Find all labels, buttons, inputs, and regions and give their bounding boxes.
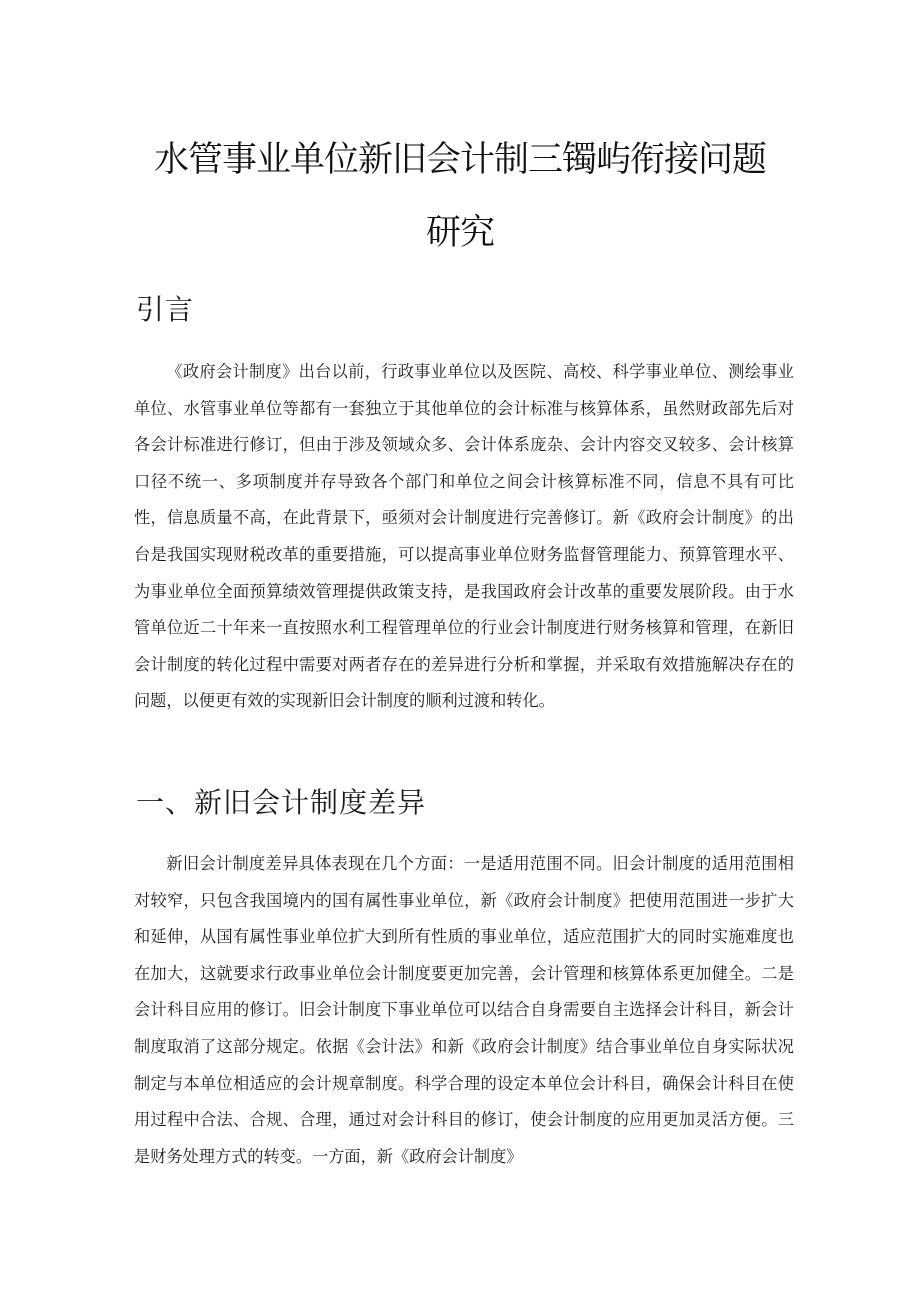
intro-heading: 引言 bbox=[136, 293, 195, 326]
document-title-line-1: 水管事业单位新旧会计制三镯屿衔接问题 bbox=[153, 140, 766, 180]
document-title-line-2: 研究 bbox=[425, 213, 494, 253]
section-1-paragraph: 新旧会计制度差异具体表现在几个方面：一是适用范围不同。旧会计制度的适用范围相对较窄，只包含我国境内的国有属性事业单位，新《政府会计制度》把使用范围进一步扩大和延伸，从国有属性事业单位扩大到所有性质的事业单位，适应范围扩大的同时实施难度也在加大，这就要求行政事业单位会计制度要更加完善，会计管理和核算体系更加健全。二是会计科目应用的修订。旧会计制度下事业单位可以结合自身需要自主选择会计科目，新会计制度取消了这部分规定。依据《会计法》和新《政府会计制度》结合事业单位自身实际状况制定与本单位相适应的会计规章制度。科学合理的设定本单位会计科目，确保会计科目在使用过程中合法、合规、合理，通过对会计科目的修订，使会计制度的应用更加灵活方便。三是财务处理方式的转变。一方面，新《政府会计制度》 bbox=[134, 854, 794, 1166]
section-1-heading: 一、新旧会计制度差异 bbox=[136, 786, 427, 819]
intro-paragraph: 《政府会计制度》出台以前，行政事业单位以及医院、高校、科学事业单位、测绘事业单位、水管事业单位等都有一套独立于其他单位的会计标准与核算体系，虽然财政部先后对各会计标准进行修订，但由于涉及领域众多、会计体系庞杂、会计内容交叉较多、会计核算口径不统一、多项制度并存导致各个部门和单位之间会计核算标准不同，信息不具有可比性，信息质量不高，在此背景下，亟须对会计制度进行完善修订。新《政府会计制度》的出台是我国实现财税改革的重要措施，可以提高事业单位财务监督管理能力、预算管理水平、为事业单位全面预算绩效管理提供政策支持，是我国政府会计改革的重要发展阶段。由于水管单位近二十年来一直按照水利工程管理单位的行业会计制度进行财务核算和管理，在新旧会计制度的转化过程中需要对两者存在的差异进行分析和掌握，并采取有效措施解决存在的问题，以便更有效的实现新旧会计制度的顺利过渡和转化。 bbox=[134, 362, 794, 711]
